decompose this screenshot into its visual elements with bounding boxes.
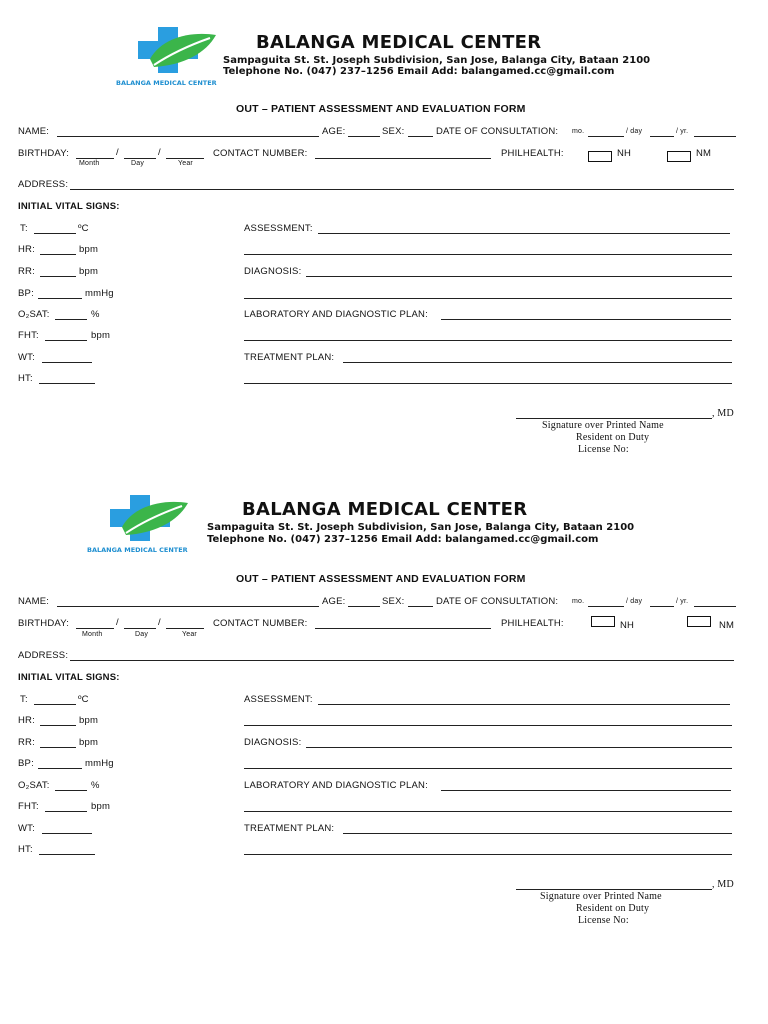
assessment-field-2[interactable] [244,725,732,726]
o2sat-unit: % [91,309,100,320]
nh-checkbox[interactable] [591,616,615,627]
hr-label: HR: [18,715,35,726]
date-day-label: / day [626,598,643,605]
hospital-contact: Telephone No. (047) 237–1256 Email Add: balangamed.cc@gmail.com [207,534,599,545]
hr-label: HR: [18,244,35,255]
hospital-address: Sampaguita St. St. Joseph Subdivision, San Jose, Balanga City, Bataan 2100 [207,522,635,533]
day-caption: Day [131,160,145,167]
treatment-field[interactable] [343,833,732,834]
hr-unit: bpm [79,715,99,726]
sex-field[interactable] [408,606,433,607]
md-suffix: , MD [712,879,734,890]
treatment-label: TREATMENT PLAN: [244,823,335,834]
rr-label: RR: [18,737,35,748]
wt-field[interactable] [42,833,92,834]
name-field[interactable] [57,606,319,607]
address-label: ADDRESS: [18,650,69,661]
assessment-field[interactable] [318,704,730,705]
diagnosis-label: DIAGNOSIS: [244,266,302,277]
age-field[interactable] [348,606,380,607]
slash: / [158,147,161,158]
date-day-field[interactable] [650,136,674,137]
assessment-field[interactable] [318,233,730,234]
hr-field[interactable] [40,254,76,255]
hr-unit: bpm [79,244,99,255]
diagnosis-field-2[interactable] [244,768,732,769]
wt-field[interactable] [42,362,92,363]
hospital-logo [104,491,194,553]
signature-field[interactable] [516,418,712,419]
signature-field[interactable] [516,889,712,890]
license-caption: License No: [578,915,629,926]
date-mo-label: mo. [572,128,585,135]
nm-checkbox[interactable] [667,151,691,162]
ht-field[interactable] [39,383,95,384]
rr-unit: bpm [79,266,99,277]
form-title: OUT – PATIENT ASSESSMENT AND EVALUATION FORM [236,103,526,115]
wt-label: WT: [18,823,35,834]
hospital-name: BALANGA MEDICAL CENTER [242,499,528,520]
month-caption: Month [79,160,100,167]
contact-field[interactable] [315,158,491,159]
date-yr-label: / yr. [676,128,689,135]
day-caption: Day [135,631,149,638]
year-caption: Year [178,160,193,167]
bp-label: BP: [18,288,34,299]
age-label: AGE: [322,596,346,607]
o2sat-unit: % [91,780,100,791]
assessment-label: ASSESSMENT: [244,694,313,705]
nm-label: NM [696,148,712,159]
hospital-contact: Telephone No. (047) 237–1256 Email Add: balangamed.cc@gmail.com [223,66,615,77]
o2sat-label: O₂SAT: [18,309,50,320]
ht-label: HT: [18,373,33,384]
date-yr-label: / yr. [676,598,689,605]
diagnosis-label: DIAGNOSIS: [244,737,302,748]
assessment-label: ASSESSMENT: [244,223,313,234]
philhealth-label: PHILHEALTH: [501,618,564,629]
bp-field[interactable] [38,768,82,769]
nh-label: NH [620,620,635,631]
contact-label: CONTACT NUMBER: [213,618,308,629]
date-mo-label: mo. [572,598,585,605]
license-caption: License No: [578,444,629,455]
date-day-label: / day [626,128,643,135]
form-title: OUT – PATIENT ASSESSMENT AND EVALUATION FORM [236,573,526,585]
logo-caption: BALANGA MEDICAL CENTER [116,79,217,87]
fht-field[interactable] [45,811,87,812]
date-mo-field[interactable] [588,136,624,137]
birthday-day-field[interactable] [124,628,156,629]
o2sat-field[interactable] [55,790,87,791]
treatment-field-2[interactable] [244,383,732,384]
nm-checkbox[interactable] [687,616,711,627]
md-suffix: , MD [712,408,734,419]
slash: / [158,617,161,628]
rr-label: RR: [18,266,35,277]
fht-unit: bpm [91,330,111,341]
date-label: DATE OF CONSULTATION: [436,126,559,137]
resident-caption: Resident on Duty [576,432,650,443]
name-label: NAME: [18,126,50,137]
date-yr-field[interactable] [694,136,736,137]
address-field[interactable] [70,660,734,661]
birthday-label: BIRTHDAY: [18,618,70,629]
o2sat-field[interactable] [55,319,87,320]
date-label: DATE OF CONSULTATION: [436,596,559,607]
rr-field[interactable] [40,276,76,277]
month-caption: Month [82,631,103,638]
rr-unit: bpm [79,737,99,748]
sex-field[interactable] [408,136,433,137]
ht-label: HT: [18,844,33,855]
fht-unit: bpm [91,801,111,812]
treatment-field[interactable] [343,362,732,363]
lab-plan-field[interactable] [441,790,731,791]
hospital-address: Sampaguita St. St. Joseph Subdivision, San Jose, Balanga City, Bataan 2100 [223,55,651,66]
vitals-heading: INITIAL VITAL SIGNS: [18,672,120,683]
fht-field[interactable] [45,340,87,341]
nh-checkbox[interactable] [588,151,612,162]
date-day-field[interactable] [650,606,674,607]
lab-plan-field[interactable] [441,319,731,320]
t-label: T: [20,694,28,705]
bp-label: BP: [18,758,34,769]
diagnosis-field[interactable] [306,747,732,748]
diagnosis-field-2[interactable] [244,298,732,299]
fht-label: FHT: [18,330,39,341]
age-label: AGE: [322,126,346,137]
slash: / [116,617,119,628]
age-field[interactable] [348,136,380,137]
treatment-label: TREATMENT PLAN: [244,352,335,363]
logo-caption: BALANGA MEDICAL CENTER [87,546,188,554]
hr-field[interactable] [40,725,76,726]
birthday-year-field[interactable] [166,158,204,159]
bp-field[interactable] [38,298,82,299]
nm-label: NM [719,620,735,631]
birthday-label: BIRTHDAY: [18,148,70,159]
address-label: ADDRESS: [18,179,69,190]
contact-field[interactable] [315,628,491,629]
nh-label: NH [617,148,632,159]
hospital-logo [132,23,222,85]
rr-field[interactable] [40,747,76,748]
lab-plan-field-2[interactable] [244,340,732,341]
bp-unit: mmHg [85,758,114,769]
assessment-form-top [0,0,768,470]
diagnosis-field[interactable] [306,276,732,277]
bp-unit: mmHg [85,288,114,299]
birthday-month-field[interactable] [76,158,114,159]
vitals-heading: INITIAL VITAL SIGNS: [18,201,120,212]
t-field[interactable] [34,704,76,705]
t-unit: ºC [78,223,89,234]
year-caption: Year [182,631,197,638]
signature-caption: Signature over Printed Name [542,420,664,431]
assessment-field-2[interactable] [244,254,732,255]
hospital-name: BALANGA MEDICAL CENTER [256,32,542,53]
date-mo-field[interactable] [588,606,624,607]
ht-field[interactable] [39,854,95,855]
lab-plan-field-2[interactable] [244,811,732,812]
o2sat-label: O₂SAT: [18,780,50,791]
slash: / [116,147,119,158]
wt-label: WT: [18,352,35,363]
birthday-month-field[interactable] [76,628,114,629]
sex-label: SEX: [382,596,405,607]
contact-label: CONTACT NUMBER: [213,148,308,159]
assessment-form-bottom [0,470,768,940]
philhealth-label: PHILHEALTH: [501,148,564,159]
resident-caption: Resident on Duty [576,903,650,914]
birthday-year-field[interactable] [166,628,204,629]
treatment-field-2[interactable] [244,854,732,855]
name-field[interactable] [57,136,319,137]
fht-label: FHT: [18,801,39,812]
t-unit: ºC [78,694,89,705]
birthday-day-field[interactable] [124,158,156,159]
name-label: NAME: [18,596,50,607]
t-field[interactable] [34,233,76,234]
date-yr-field[interactable] [694,606,736,607]
lab-plan-label: LABORATORY AND DIAGNOSTIC PLAN: [244,309,428,320]
address-field[interactable] [70,189,734,190]
t-label: T: [20,223,28,234]
sex-label: SEX: [382,126,405,137]
lab-plan-label: LABORATORY AND DIAGNOSTIC PLAN: [244,780,428,791]
signature-caption: Signature over Printed Name [540,891,662,902]
